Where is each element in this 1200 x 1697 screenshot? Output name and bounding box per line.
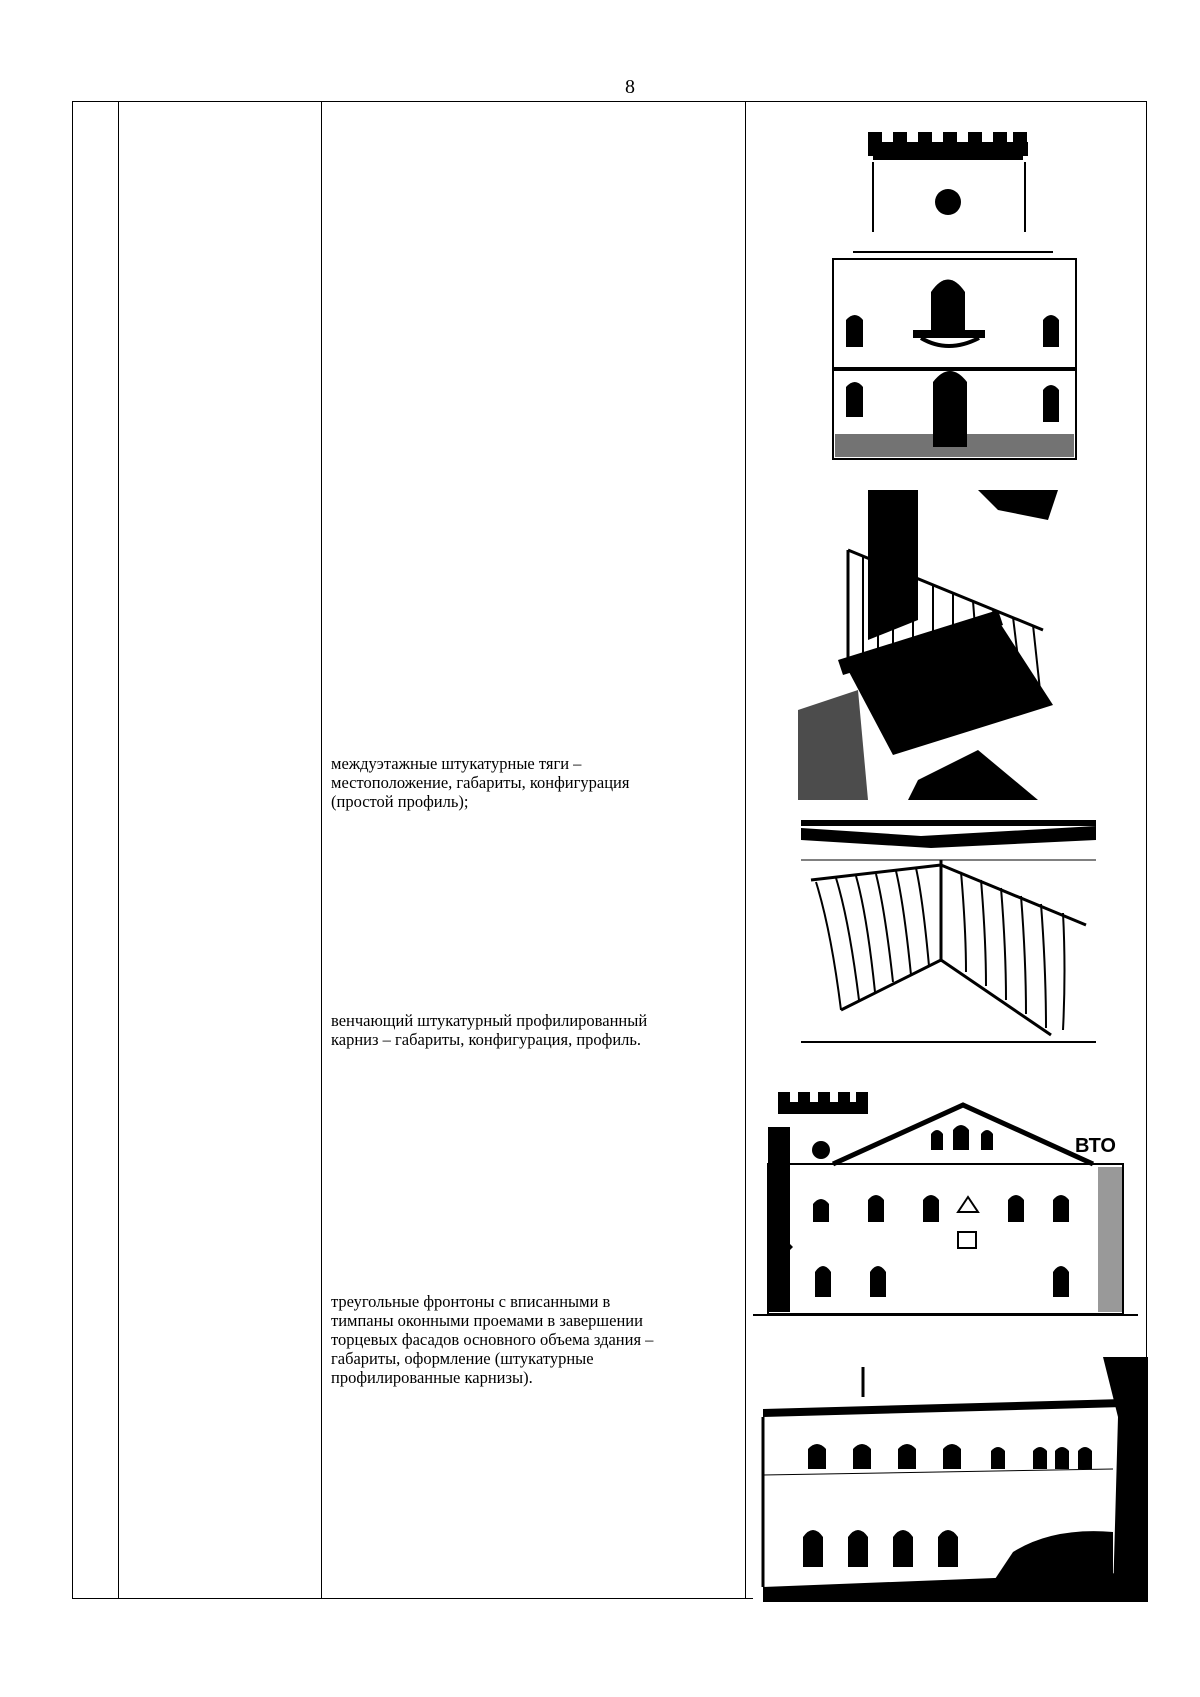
side-facade-photo xyxy=(753,1357,1148,1602)
row-text-interfloor-cornices: междуэтажные штукатурные тяги – местоположение, габариты, конфигурация (простой профиль); xyxy=(331,754,630,811)
column-divider xyxy=(118,102,119,1598)
row-text-triangular-pediments: треугольные фронтоны с вписанными в тимпаны оконными проемами в завершении торцевых фасадов основного объема здания – габариты, оформление (штукатурные профилированные карнизы). xyxy=(331,1292,654,1387)
facade-sign-text: ВТО xyxy=(1075,1135,1116,1157)
gable-facade-photo xyxy=(753,1072,1138,1317)
row-text-crowning-cornice: венчающий штукатурный профилированный карниз – габариты, конфигурация, профиль. xyxy=(331,1011,648,1049)
railing-photo xyxy=(801,820,1096,1045)
document-table xyxy=(72,101,1147,1599)
balcony-photo xyxy=(798,490,1088,800)
tower-facade-photo xyxy=(813,122,1088,482)
page-number: 8 xyxy=(625,76,635,98)
column-divider xyxy=(745,102,746,1598)
column-divider xyxy=(321,102,322,1598)
